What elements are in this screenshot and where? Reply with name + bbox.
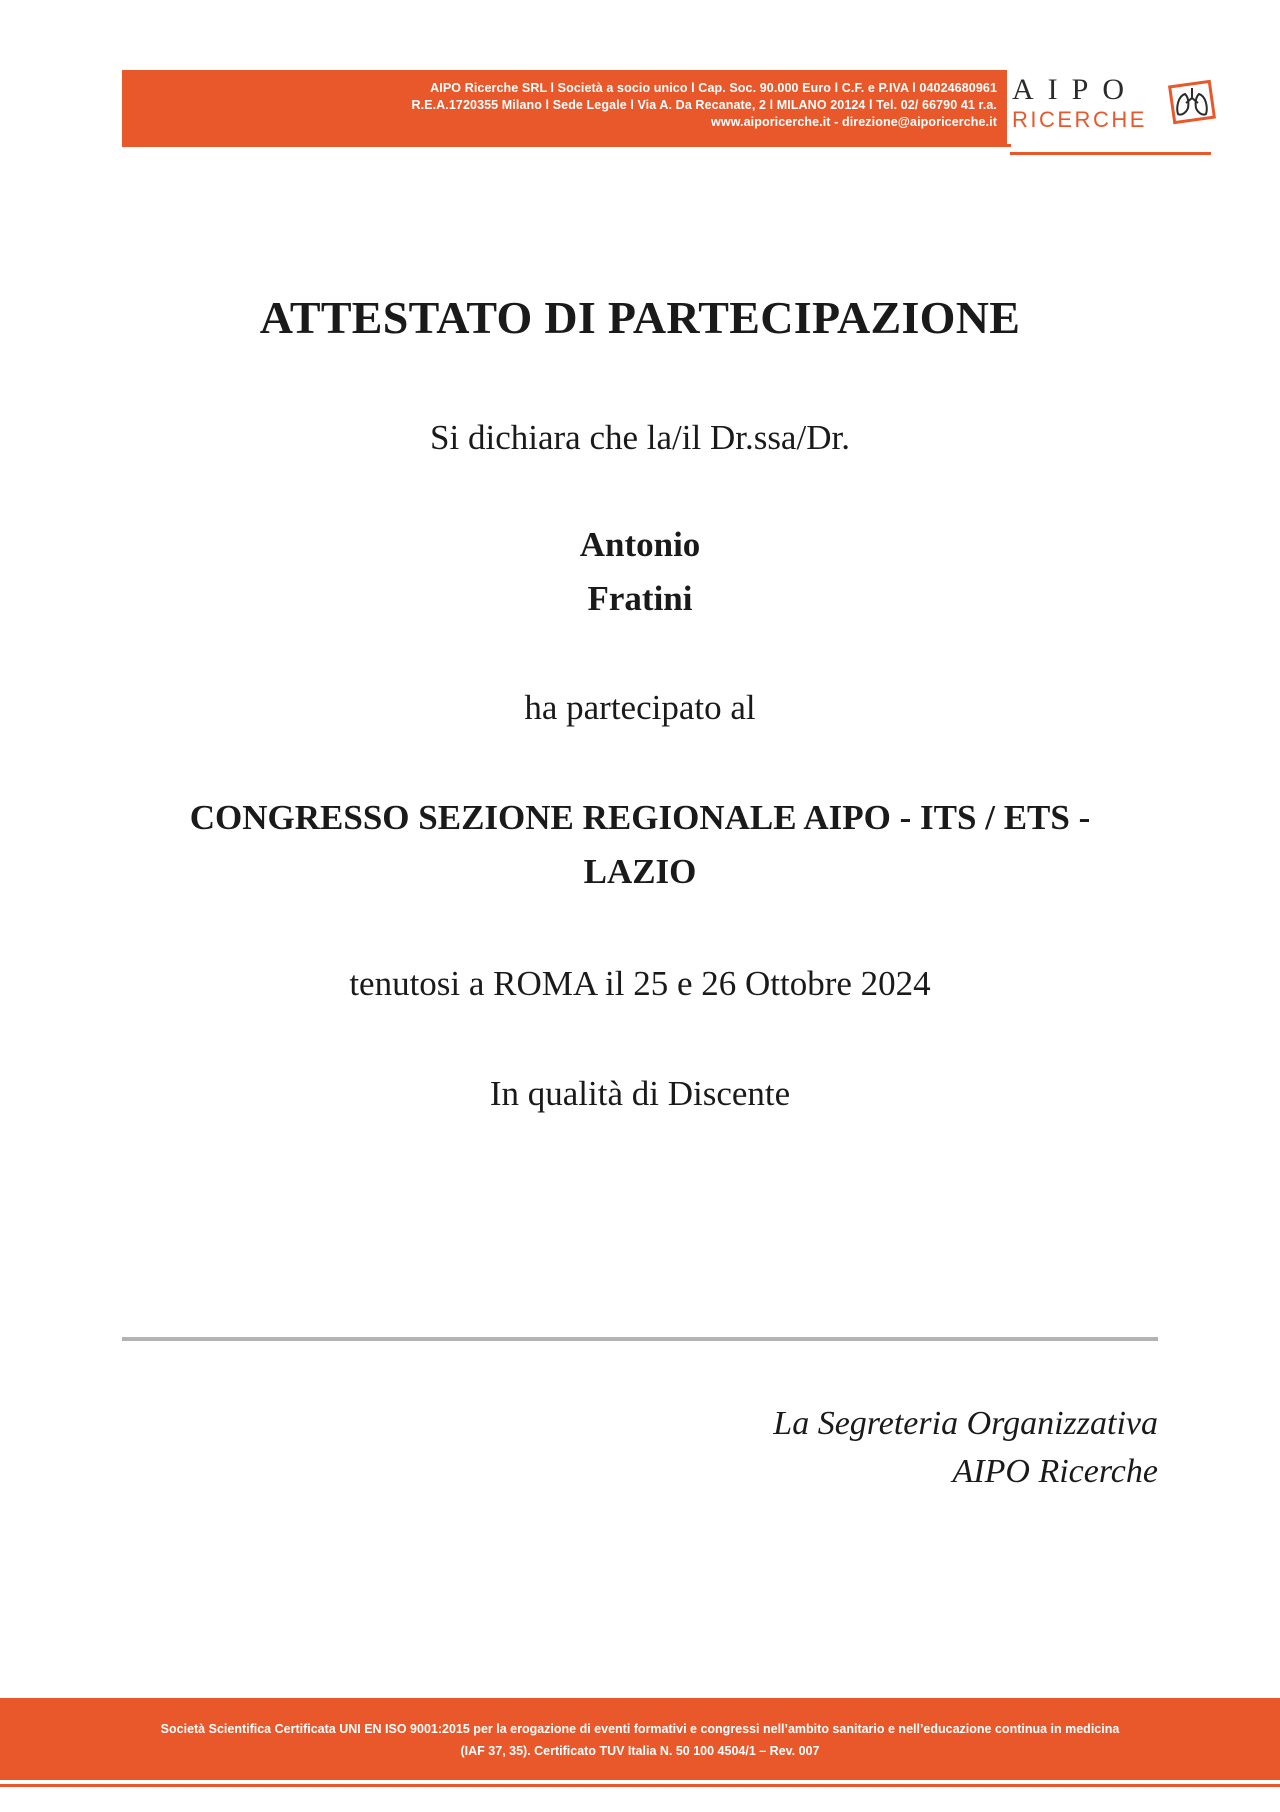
declaration-text: Si dichiara che la/il Dr.ssa/Dr. (430, 418, 850, 457)
company-info-line: AIPO Ricerche SRL l Società a socio unico l Cap. Soc. 90.000 Euro l C.F. e P.IVA l 04024680961 (430, 81, 997, 95)
participant-last-name: Fratini (587, 579, 693, 618)
aipo-ricerche-logo (1010, 68, 1215, 158)
participant-first-name: Antonio (579, 525, 701, 564)
logo-ricerche-text: RICERCHE (1012, 107, 1147, 132)
event-date-location: tenutosi a ROMA il 25 e 26 Ottobre 2024 (349, 964, 931, 1003)
divider (122, 1337, 1158, 1341)
event-name-line2: LAZIO (583, 852, 697, 891)
logo-aipo-text: AIPO (1012, 73, 1139, 106)
logo-underline (1010, 152, 1211, 155)
participation-text: ha partecipato al (524, 688, 756, 727)
signature-line2: AIPO Ricerche (952, 1453, 1158, 1490)
event-name-line1: CONGRESSO SEZIONE REGIONALE AIPO - ITS / ETS - (189, 798, 1091, 837)
participant-role: In qualità di Discente (489, 1074, 791, 1113)
company-info-line: R.E.A.1720355 Milano l Sede Legale l Via A. Da Recanate, 2 l MILANO 20124 l Tel. 02/ 66790 41 r.a. (411, 98, 997, 112)
company-info (411, 80, 997, 131)
certification-line: Società Scientifica Certificata UNI EN ISO 9001:2015 per la erogazione di eventi formativi e congressi nell’ambito sanitario e nell’educazione continua in medicina (160, 1722, 1120, 1736)
footer-band (0, 1698, 1280, 1780)
signature-line1: La Segreteria Organizzativa (773, 1405, 1158, 1442)
certification-line: (IAF 37, 35). Certificato TUV Italia N. 50 100 4504/1 – Rev. 007 (460, 1744, 820, 1758)
company-contact-line: www.aiporicerche.it - direzione@aiporicerche.it (711, 115, 997, 129)
certification-text (0, 1718, 1280, 1762)
header-band (122, 70, 1007, 144)
page-title: ATTESTATO DI PARTECIPAZIONE (259, 292, 1021, 343)
lungs-logo-icon (1166, 76, 1218, 128)
